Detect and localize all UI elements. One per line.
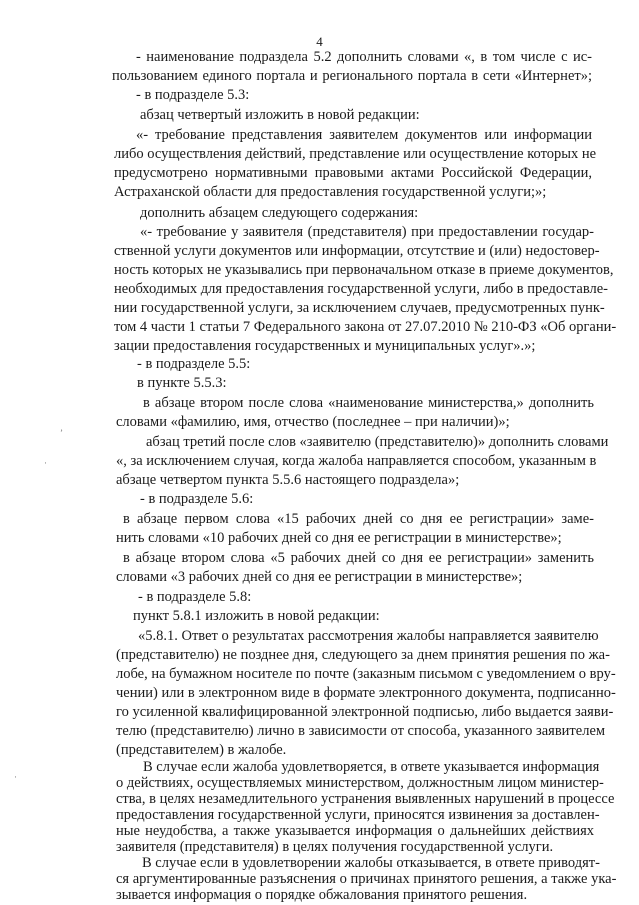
text-line: «- требование представления заявителем документов или информации <box>136 127 592 143</box>
text-line: либо осуществления действий, представление или осуществление которых не <box>114 146 597 162</box>
text-line: лобе, на бумажном носителе по почте (заказным письмом с уведомлением о вру- <box>116 666 616 682</box>
text-line: предоставления государственной услуги, приносятся извинения за доставлен- <box>116 807 600 823</box>
text-line: зации предоставления государственных и муниципальных услуг».»; <box>114 338 536 354</box>
text-line: в пункте 5.5.3: <box>137 375 227 391</box>
text-line: ся аргументированные разъяснения о причинах принятого решения, а также ука- <box>116 871 617 887</box>
text-line: необходимых для предоставления государственной услуги, либо в предоставле- <box>114 281 609 297</box>
text-line: «5.8.1. Ответ о результатах рассмотрения жалобы направляется заявителю <box>138 628 599 644</box>
text-line: пользованием единого портала и регионального портала в сети «Интернет»; <box>112 68 592 84</box>
text-line: го усиленной квалифицированной электронной подписью, либо выдается заяви- <box>116 704 614 720</box>
text-line: чении) или в электронном виде в формате электронного документа, подписанно- <box>116 685 616 701</box>
margin-mark: ʼ <box>60 428 63 438</box>
text-line: дополнить абзацем следующего содержания: <box>140 205 419 221</box>
text-line: - в подразделе 5.6: <box>140 491 254 507</box>
margin-mark: · <box>44 458 47 468</box>
text-line: В случае если жалоба удовлетворяется, в ответе указывается информация <box>143 759 600 775</box>
text-line: Астраханской области для предоставления государственной услуги;»; <box>114 184 547 200</box>
text-line: о действиях, осуществляемых министерством, должностным лицом министер- <box>116 775 604 791</box>
text-line: том 4 части 1 статьи 7 Федерального закона от 27.07.2010 № 210-ФЗ «Об органи- <box>114 319 617 335</box>
text-line: в абзаце первом слова «15 рабочих дней со дня ее регистрации» заме- <box>123 511 594 527</box>
text-line: ность которых не указывались при первоначальном отказе в приеме документов, <box>114 262 614 278</box>
text-line: «, за исключением случая, когда жалоба направляется способом, указанным в <box>116 453 597 469</box>
text-line: В случае если в удовлетворении жалобы отказывается, в ответе приводят- <box>142 855 600 871</box>
text-line: предусмотрено нормативными правовыми актами Российской Федерации, <box>114 165 592 181</box>
text-line: нить словами «10 рабочих дней со дня ее регистрации в министерстве»; <box>116 530 562 546</box>
text-line: словами «3 рабочих дней со дня ее регистрации в министерстве»; <box>116 569 523 585</box>
text-line: словами «фамилию, имя, отчество (последнее – при наличии)»; <box>116 414 510 430</box>
text-line: - наименование подраздела 5.2 дополнить словами «, в том числе с ис- <box>136 49 592 65</box>
text-line: «- требование у заявителя (представителя) при предоставлении государ- <box>140 224 594 240</box>
text-line: телю (представителю) лично в зависимости от способа, указанного заявителем <box>116 723 606 739</box>
text-line: (представителем) в жалобе. <box>116 742 287 758</box>
text-line: (представителю) не позднее дня, следующего за днем принятия решения по жа- <box>116 647 610 663</box>
text-line: - в подразделе 5.5: <box>137 356 251 372</box>
margin-mark: · <box>14 772 17 782</box>
text-line: ственной услуги документов или информации, отсутствие и (или) недостовер- <box>114 243 600 259</box>
text-line: заявителя (представителя) в целях получения государственной услуги. <box>116 839 554 855</box>
text-line: - в подразделе 5.8: <box>138 589 252 605</box>
text-line: абзаце четвертом пункта 5.5.6 настоящего подраздела»; <box>116 472 460 488</box>
text-line: в абзаце втором после слова «наименование министерства,» дополнить <box>143 395 594 411</box>
text-line: абзац четвертый изложить в новой редакции: <box>140 107 420 123</box>
text-line: пункт 5.8.1 изложить в новой редакции: <box>133 608 380 624</box>
text-line: ства, в целях незамедлительного устранения выявленных нарушений в процессе <box>116 791 615 807</box>
text-line: - в подразделе 5.3: <box>136 87 250 103</box>
text-line: абзац третий после слов «заявителю (представителю)» дополнить словами <box>146 434 609 450</box>
text-line: ные неудобства, а также указывается информация о дальнейших действиях <box>116 823 594 839</box>
page-number: 4 <box>316 34 323 49</box>
text-line: зывается информация о порядке обжалования принятого решения. <box>116 887 528 903</box>
text-line: нии государственной услуги, за исключением случаев, предусмотренных пунк- <box>114 300 605 316</box>
text-line: в абзаце втором слова «5 рабочих дней со дня ее регистрации» заменить <box>123 550 594 566</box>
